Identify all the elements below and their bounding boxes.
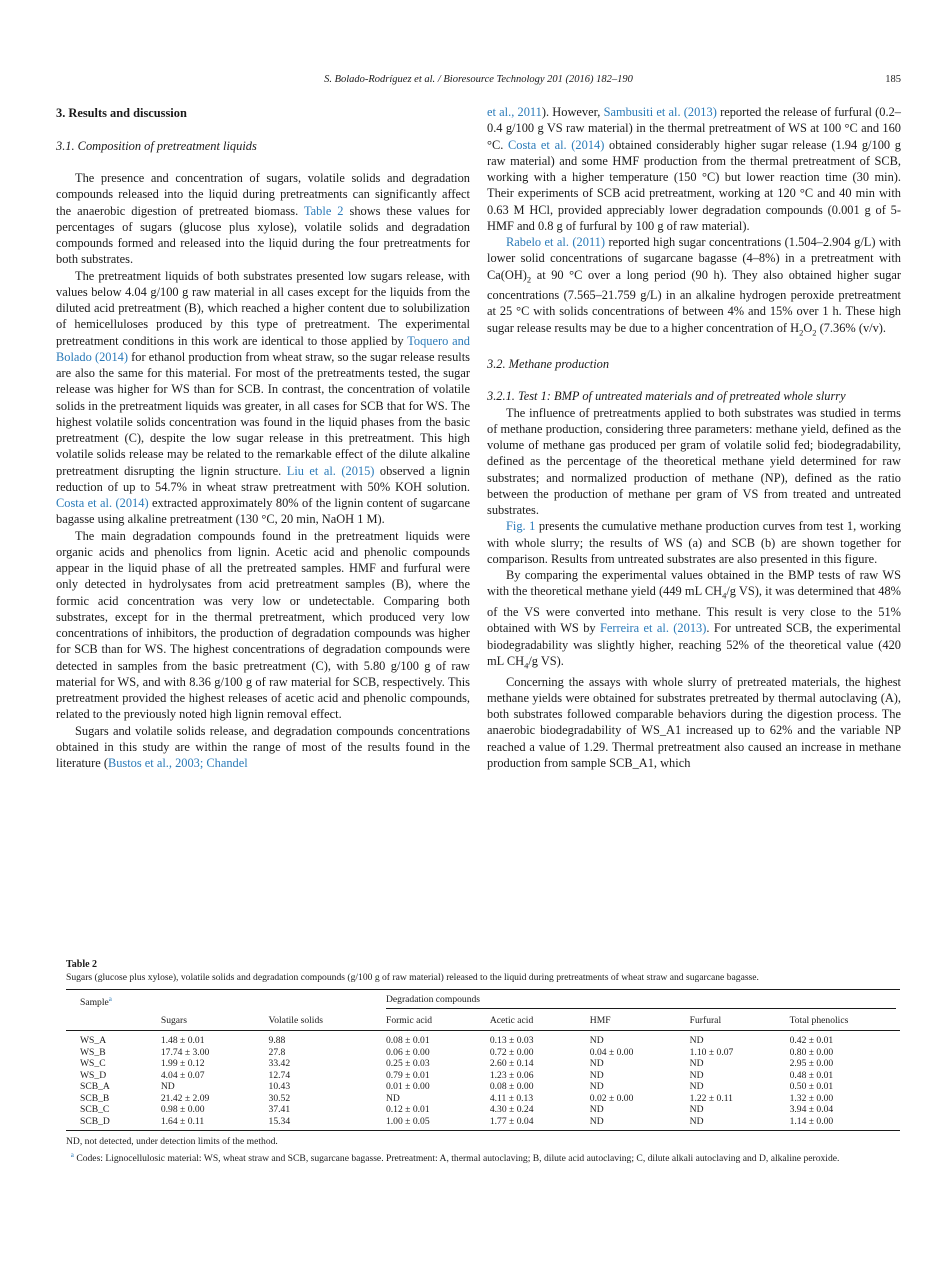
column-header: Formic acid [385, 1014, 433, 1026]
text-run: extracted approximately 80% of the lignin content of sugarcane bagasse using alkaline pretreatment (130 °C, 20 min, NaOH 1 M). [56, 496, 470, 527]
degradation-group-header-text: Degradation compounds [386, 994, 896, 1009]
table-row [66, 1047, 900, 1059]
table-cell: 0.13 ± 0.03 [489, 1035, 534, 1047]
degradation-group-header [372, 990, 900, 1012]
table-row [66, 1104, 900, 1116]
header-blank [255, 990, 372, 1012]
table-cell: 3.94 ± 0.04 [789, 1104, 834, 1116]
table-cell: 27.8 [268, 1046, 286, 1058]
table-cell: 4.04 ± 0.07 [160, 1069, 205, 1081]
text-run: (7.36% (v/v). [816, 320, 887, 335]
sample-code-cell: WS_C [80, 1058, 106, 1070]
table-cell: 0.01 ± 0.00 [385, 1081, 430, 1093]
sample-code-cell: SCB_B [80, 1092, 110, 1104]
running-head [56, 74, 901, 90]
text-run: By comparing the experimental values obtained in the BMP tests of raw WS with the theoretical methane yield (449 mL CH [487, 568, 901, 599]
table-cell: 1.14 ± 0.00 [789, 1115, 834, 1127]
citation-link[interactable]: Costa et al. (2014) [508, 137, 605, 152]
text-run: presents the cumulative methane production curves from test 1, working with whole slurry; the results of WS (a) and SCB (b) are shown together for comparison. Results from untreated substrates are also presented in this figure. [487, 519, 902, 566]
right-column [487, 104, 901, 771]
text-run: shows these values for percentages of sugars (glucose plus xylose), volatile solids and degradation compounds formed and released into the liquid during the four pretreatments for both substrates. [56, 203, 471, 267]
citation-link[interactable]: Rabelo et al. (2011) [506, 235, 605, 249]
footnote-marker: a [70, 1150, 74, 1159]
text-run: /g VS). [528, 653, 564, 668]
subscript: 2 [812, 327, 817, 338]
text-run: Sugars and volatile solids release, and degradation compounds concentrations obtained in this study are within the range of most of the results found in the literature ( [56, 723, 470, 770]
table-cell: 1.99 ± 0.12 [160, 1058, 205, 1070]
citation-link[interactable]: Toquero and Bolado (2014) [56, 333, 470, 364]
table-cell: 0.72 ± 0.00 [489, 1046, 534, 1058]
table-cell: ND [689, 1081, 704, 1093]
table-cell: 0.02 ± 0.00 [589, 1092, 634, 1104]
citation-link[interactable]: Ferreira et al. (2013) [599, 621, 707, 636]
table-cell: 0.79 ± 0.01 [385, 1069, 430, 1081]
text-run: O [803, 320, 813, 335]
table-row [66, 1070, 900, 1082]
text-run: ). However, [541, 105, 604, 119]
text-run: obtained considerably higher sugar release (1.94 g/100 g raw material) and some HMF production from the thermal pretreatment of SCB, working with a higher temperature (150 °C) but lower reaction time (30 min). Their experiments of SCB acid pretreatment, working at 120 °C and 40 min with 0.63 M HCl, provided appreciably lower degradation compounds (0.001 g of 5-HMF and 0.8 g of furfural by 100 g of raw material). [487, 137, 901, 233]
table-2 [66, 959, 900, 1165]
table-cell: 0.42 ± 0.01 [789, 1035, 834, 1047]
table-cell: 1.10 ± 0.07 [689, 1046, 734, 1058]
table-label: Table 2 [66, 959, 98, 970]
text-run: /g VS), it was determined that 48% of the VS were converted into methane. This result is very close to the 51% obtained with WS by [487, 584, 901, 636]
subscript: 2 [799, 327, 804, 338]
page-number: 185 [885, 74, 901, 85]
column-header: Furfural [689, 1014, 722, 1026]
table-cell: 0.80 ± 0.00 [789, 1046, 834, 1058]
paragraph [56, 723, 470, 772]
data-table [66, 989, 900, 1131]
table-cell: 9.88 [268, 1035, 286, 1047]
subsection-title: 3.1. Composition of pretreatment liquids [56, 139, 257, 153]
sample-header [66, 990, 147, 1012]
table-cell: 1.00 ± 0.05 [385, 1115, 430, 1127]
sample-code-cell: SCB_A [80, 1081, 110, 1093]
sample-code-cell: WS_D [80, 1069, 107, 1081]
table-row [66, 1031, 900, 1047]
table-cell: 1.32 ± 0.00 [789, 1092, 834, 1104]
table-body [66, 1031, 900, 1131]
section-title: 3. Results and discussion [56, 106, 187, 120]
table-cell: ND [589, 1058, 604, 1070]
subsection-title: 3.2. Methane production [487, 357, 610, 372]
text-run: for ethanol production from wheat straw, so the sugar release results are also the same for this material. For most of the pretreatments tested, the sugar release was higher for WS than for SCB. In contrast, the concentration of volatile solids in the pretreatment liquids was greater, in all cases for SCB that for WS. The highest volatile solids concentration was found in the liquid phases from the basic pretreatment (C), despite the low sugar release in this pretreatment. This high volatile solids release may be related to the remarkable effect of the dilute alkaline pretreatment disrupting the lignin structure. [56, 349, 470, 478]
table-cell: 21.42 ± 2.09 [160, 1092, 210, 1104]
table-cell: ND [385, 1092, 400, 1104]
citation-link[interactable]: et al., 2011 [487, 105, 542, 119]
table-cell: 10.43 [268, 1081, 291, 1093]
table-cell: 33.42 [268, 1058, 291, 1070]
table-cell: ND [160, 1081, 175, 1093]
table-cell: 4.11 ± 0.13 [489, 1092, 534, 1104]
paragraph [487, 234, 901, 340]
table-cell: ND [589, 1035, 604, 1047]
table-cell: 30.52 [268, 1092, 291, 1104]
footnote-a [66, 1149, 900, 1166]
table-cell: ND [589, 1104, 604, 1116]
sample-header-text: Sample [80, 997, 109, 1009]
table-cell: 0.12 ± 0.01 [385, 1104, 430, 1116]
table-cell: ND [689, 1058, 704, 1070]
table-cell: 4.30 ± 0.24 [489, 1104, 534, 1116]
figure-reference-link[interactable]: Fig. 1 [506, 519, 536, 534]
table-cell: 0.50 ± 0.01 [789, 1081, 834, 1093]
paragraph: Concerning the assays with whole slurry of pretreated materials, the highest methane yields were obtained for substrates pretreated by thermal autoclaving (A), both substrates followed comparable behaviors during the digestion process. The anaerobic biodegradability of WS_A1 increased up to 62% and the variable NP reached a value of 1.29. Thermal pretreatment also caused an increase in methane production from sample SCB_A1, which [487, 674, 901, 770]
table-cell: ND [689, 1104, 704, 1116]
running-head-citation: S. Bolado-Rodríguez et al. / Bioresource Technology 201 (2016) 182–190 [324, 74, 633, 85]
paragraph [487, 567, 901, 673]
table-cell: ND [689, 1115, 704, 1127]
table-cell: 2.95 ± 0.00 [789, 1058, 834, 1070]
table-cell: ND [689, 1069, 704, 1081]
text-run: The presence and concentration of sugars, volatile solids and degradation compounds released into the liquid during pretreatments can significantly affect the anaerobic digestion of pretreated biomass. [56, 171, 470, 218]
sample-code-cell: WS_A [80, 1035, 107, 1047]
footnote-nd: ND, not detected, under detection limits of the method. [66, 1136, 278, 1148]
header-blank [147, 990, 255, 1012]
column-header: HMF [589, 1014, 611, 1026]
table-cell: ND [589, 1115, 604, 1127]
text-run: The pretreatment liquids of both substrates presented low sugars release, with values below 4.04 g/100 g raw material in all cases except for the liquids from the diluted acid pretreatment (B), which reached a higher content due to solubilization of hemicelluloses produced by this type of pretreatment. The experimental pretreatment conditions in this work are identical to those applied by [56, 268, 470, 348]
citation-link[interactable]: Liu et al. (2015) [286, 463, 375, 478]
running-head-journal: Bioresource Technology 201 (2016) 182–190 [443, 74, 633, 85]
table-cell: 1.22 ± 0.11 [689, 1092, 733, 1104]
table-cell: 2.60 ± 0.14 [489, 1058, 534, 1070]
column-header: Total phenolics [789, 1014, 849, 1026]
text-run: observed a lignin reduction of up to 54.7% in wheat straw pretreatment with 50% KOH solution. [56, 463, 470, 494]
table-cell: ND [689, 1035, 704, 1047]
paragraph [56, 268, 470, 528]
text-run: at 90 °C over a long period (90 h). They also obtained higher sugar concentrations (7.565–21.759 g/L) in an alkaline hydrogen peroxide pretreatment at 25 °C with solids concentrations of between 4% and 15% over 1 h. These high sugar release results may be due to a higher concentration of H [487, 267, 901, 335]
table-row [66, 1081, 900, 1093]
table-cell: 0.04 ± 0.00 [589, 1046, 634, 1058]
table-cell: 0.98 ± 0.00 [160, 1104, 205, 1116]
column-header: Acetic acid [489, 1014, 534, 1026]
sample-code-cell: WS_B [80, 1046, 106, 1058]
paragraph [487, 104, 901, 234]
table-subheader-row [66, 1012, 900, 1031]
table-cell: ND [589, 1081, 604, 1093]
table-caption: Sugars (glucose plus xylose), volatile solids and degradation compounds (g/100 g of raw material) released to the liquid during pretreatments of wheat straw and sugarcane bagasse. [66, 971, 759, 983]
table-cell: 0.48 ± 0.01 [789, 1069, 834, 1081]
table-cell: 0.25 ± 0.03 [385, 1058, 430, 1070]
table-cell: 37.41 [268, 1104, 291, 1116]
table-cell: 1.23 ± 0.06 [489, 1069, 534, 1081]
sample-code-cell: SCB_D [80, 1115, 110, 1127]
table-footnotes [66, 1136, 900, 1165]
column-header: Volatile solids [268, 1014, 323, 1026]
table-cell: 0.08 ± 0.00 [489, 1081, 534, 1093]
spacer [487, 340, 901, 356]
table-row [66, 1116, 900, 1131]
table-cell: 17.74 ± 3.00 [160, 1046, 210, 1058]
text-run: . For untreated SCB, the experimental biodegradability was slightly higher, reaching 52% of the theoretical value (420 mL CH [487, 621, 901, 668]
table-row [66, 1093, 900, 1105]
table-cell: ND [589, 1069, 604, 1081]
table-cell: 12.74 [268, 1069, 291, 1081]
paragraph [56, 170, 470, 268]
table-cell: 15.34 [268, 1115, 291, 1127]
sample-code-cell: SCB_C [80, 1104, 110, 1116]
citation-link[interactable]: Bustos et al., 2003; Chandel [107, 756, 248, 770]
left-column [56, 104, 470, 771]
header-blank [66, 1012, 147, 1031]
text-run: reported high sugar concentrations (1.504–2.904 g/L) with lower solid concentrations of sugarcane bagasse (4–8%) in a pretreatment with Ca(OH) [487, 235, 901, 282]
paragraph: The main degradation compounds found in the pretreatment liquids were organic acids and phenolics from lignin. Acetic acid and phenolic compounds appear in the liquid phase of all the pretreated samples. HMF and furfural were only detected in hydrolysates from acid pretreatment samples (B), where the formic acid concentration was very low or undetectable. Comparing both substrates, except for in the thermal pretreatment, which produced very low concentrations of inhibitors, the production of degradation compounds was higher for SCB than for WS. The highest concentrations of degradation compounds were detected in samples from the basic pretreatment (C), with 5.80 g/100 g of raw material for WS, and with 8.36 g/100 g of raw material for SCB, respectively. This pretreatment provided the highest releases of acetic acid and phenolic compounds, related to the previously noted high lignin removal effect. [56, 528, 470, 722]
subscript: 4 [722, 590, 727, 601]
table-cell: 1.48 ± 0.01 [160, 1035, 205, 1047]
text-run: reported the release of furfural (0.2–0.4 g/100 g VS raw material) in the thermal pretreatment of WS at 100 °C and 160 °C. [487, 105, 901, 152]
paragraph: The influence of pretreatments applied to both substrates was studied in terms of methane production, considering three parameters: methane yield, defined as the volume of methane gas produced per gram of volatile solid fed; biodegradability, defined as the percentage of the theoretical methane yield determined for raw substrates; and normalized production of methane (NP), defined as the ratio between the production of methane per gram of VS from treated and untreated substrates. [487, 405, 901, 518]
footnote-a-text: Codes: Lignocellulosic material: WS, wheat straw and SCB, sugarcane bagasse. Pretreatment: A, thermal autoclaving; B, dilute acid autoclaving; C, dilute alkali autoclaving and D, alkaline peroxide. [76, 1152, 840, 1164]
table-cell: 0.06 ± 0.00 [385, 1046, 430, 1058]
footnote-marker-link[interactable]: a [108, 995, 112, 1003]
table-header-row [66, 990, 900, 1012]
table-cell: 1.64 ± 0.11 [160, 1115, 205, 1127]
citation-link[interactable]: Sambusiti et al. (2013) [603, 105, 717, 119]
table-reference-link[interactable]: Table 2 [303, 203, 344, 218]
paragraph [487, 518, 901, 567]
subscript: 2 [526, 273, 532, 284]
subscript: 4 [524, 660, 529, 671]
column-header: Sugars [160, 1014, 187, 1026]
subsubsection-title: 3.2.1. Test 1: BMP of untreated materials and of pretreated whole slurry [487, 389, 846, 404]
table-cell: 1.77 ± 0.04 [489, 1115, 534, 1127]
citation-link[interactable]: Costa et al. (2014) [56, 496, 149, 510]
running-head-authors: S. Bolado-Rodríguez et al. [324, 74, 436, 85]
table-row [66, 1058, 900, 1070]
table-cell: 0.08 ± 0.01 [385, 1035, 430, 1047]
